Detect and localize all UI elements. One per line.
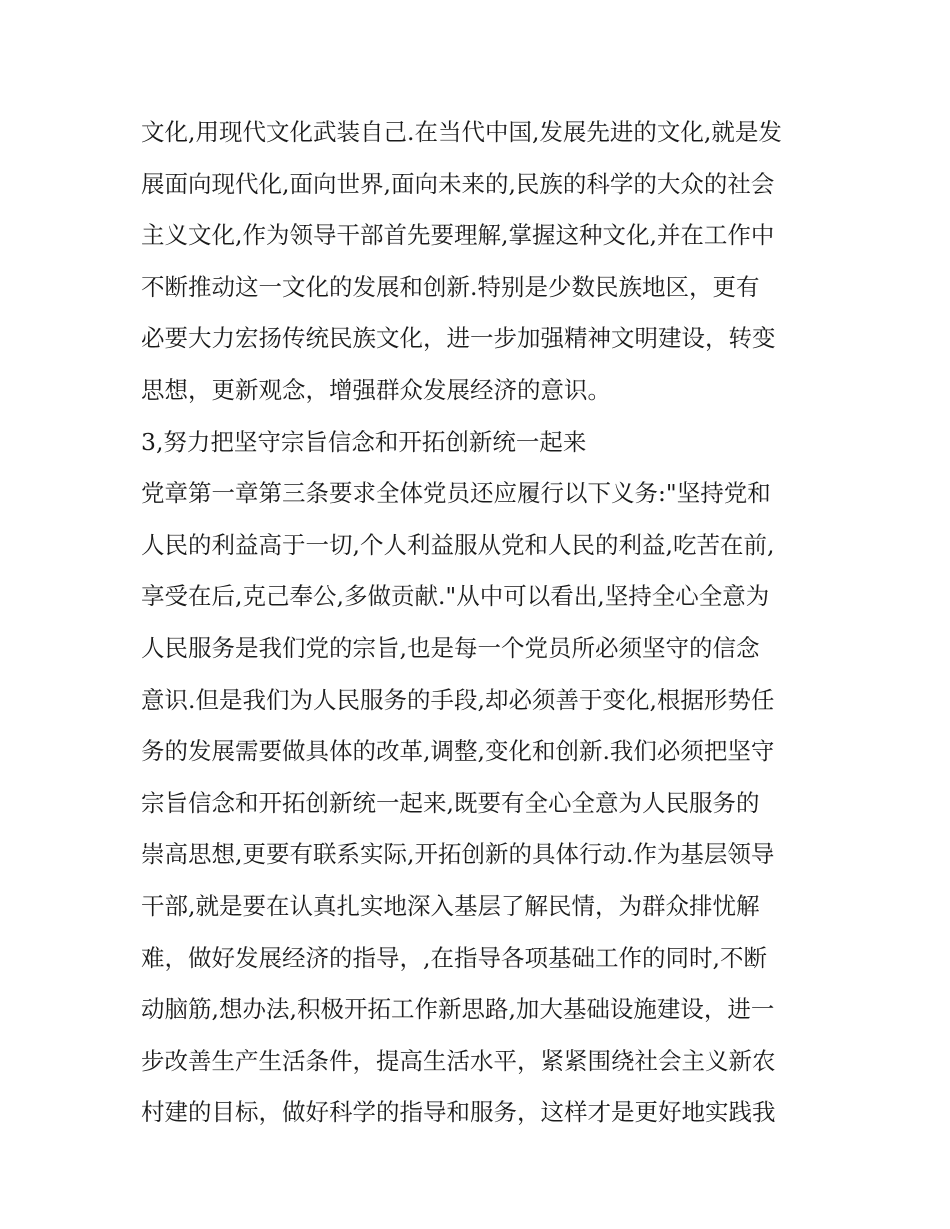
text-line: 村建的目标，做好科学的指导和服务，这样才是更好地实践我 (141, 1098, 776, 1127)
text-line: 人民的利益高于一切,个人利益服从党和人民的利益,吃苦在前, (141, 530, 775, 559)
text-line: 难，做好发展经济的指导，,在指导各项基础工作的同时,不断 (141, 943, 767, 972)
text-line: 必要大力宏扬传统民族文化，进一步加强精神文明建设，转变 (141, 324, 776, 353)
text-line: 步改善生产生活条件，提高生活水平，紧紧围绕社会主义新农 (141, 1046, 776, 1075)
text-line: 崇高思想,更要有联系实际,开拓创新的具体行动.作为基层领导 (141, 840, 775, 869)
body-text (141, 107, 821, 1139)
text-line: 干部,就是要在认真扎实地深入基层了解民情，为群众排忧解 (141, 891, 760, 920)
text-line: 享受在后,克己奉公,多做贡献."从中可以看出,坚持全心全意为 (141, 582, 770, 611)
text-line: 主义文化,作为领导干部首先要理解,掌握这种文化,并在工作中 (141, 221, 775, 250)
text-line: 党章第一章第三条要求全体党员还应履行以下义务:"坚持党和 (141, 479, 771, 508)
text-line: 动脑筋,想办法,积极开拓工作新思路,加大基础设施建设，进一 (141, 995, 775, 1024)
text-line: 务的发展需要做具体的改革,调整,变化和创新.我们必须把坚守 (141, 737, 775, 766)
text-line: 人民服务是我们党的宗旨,也是每一个党员所必须坚守的信念 (141, 633, 760, 662)
text-line: 展面向现代化,面向世界,面向未来的,民族的科学的大众的社会 (141, 169, 775, 198)
section-heading: 3,努力把坚守宗旨信念和开拓创新统一起来 (141, 427, 587, 456)
text-line: 思想，更新观念，增强群众发展经济的意识。 (141, 375, 611, 404)
text-line: 文化,用现代文化武装自己.在当代中国,发展先进的文化,就是发 (141, 118, 782, 146)
text-line: 意识.但是我们为人民服务的手段,却必须善于变化,根据形势任 (141, 685, 775, 714)
text-line: 不断推动这一文化的发展和创新.特别是少数民族地区，更有 (141, 272, 760, 301)
text-line: 宗旨信念和开拓创新统一起来,既要有全心全意为人民服务的 (141, 788, 760, 817)
